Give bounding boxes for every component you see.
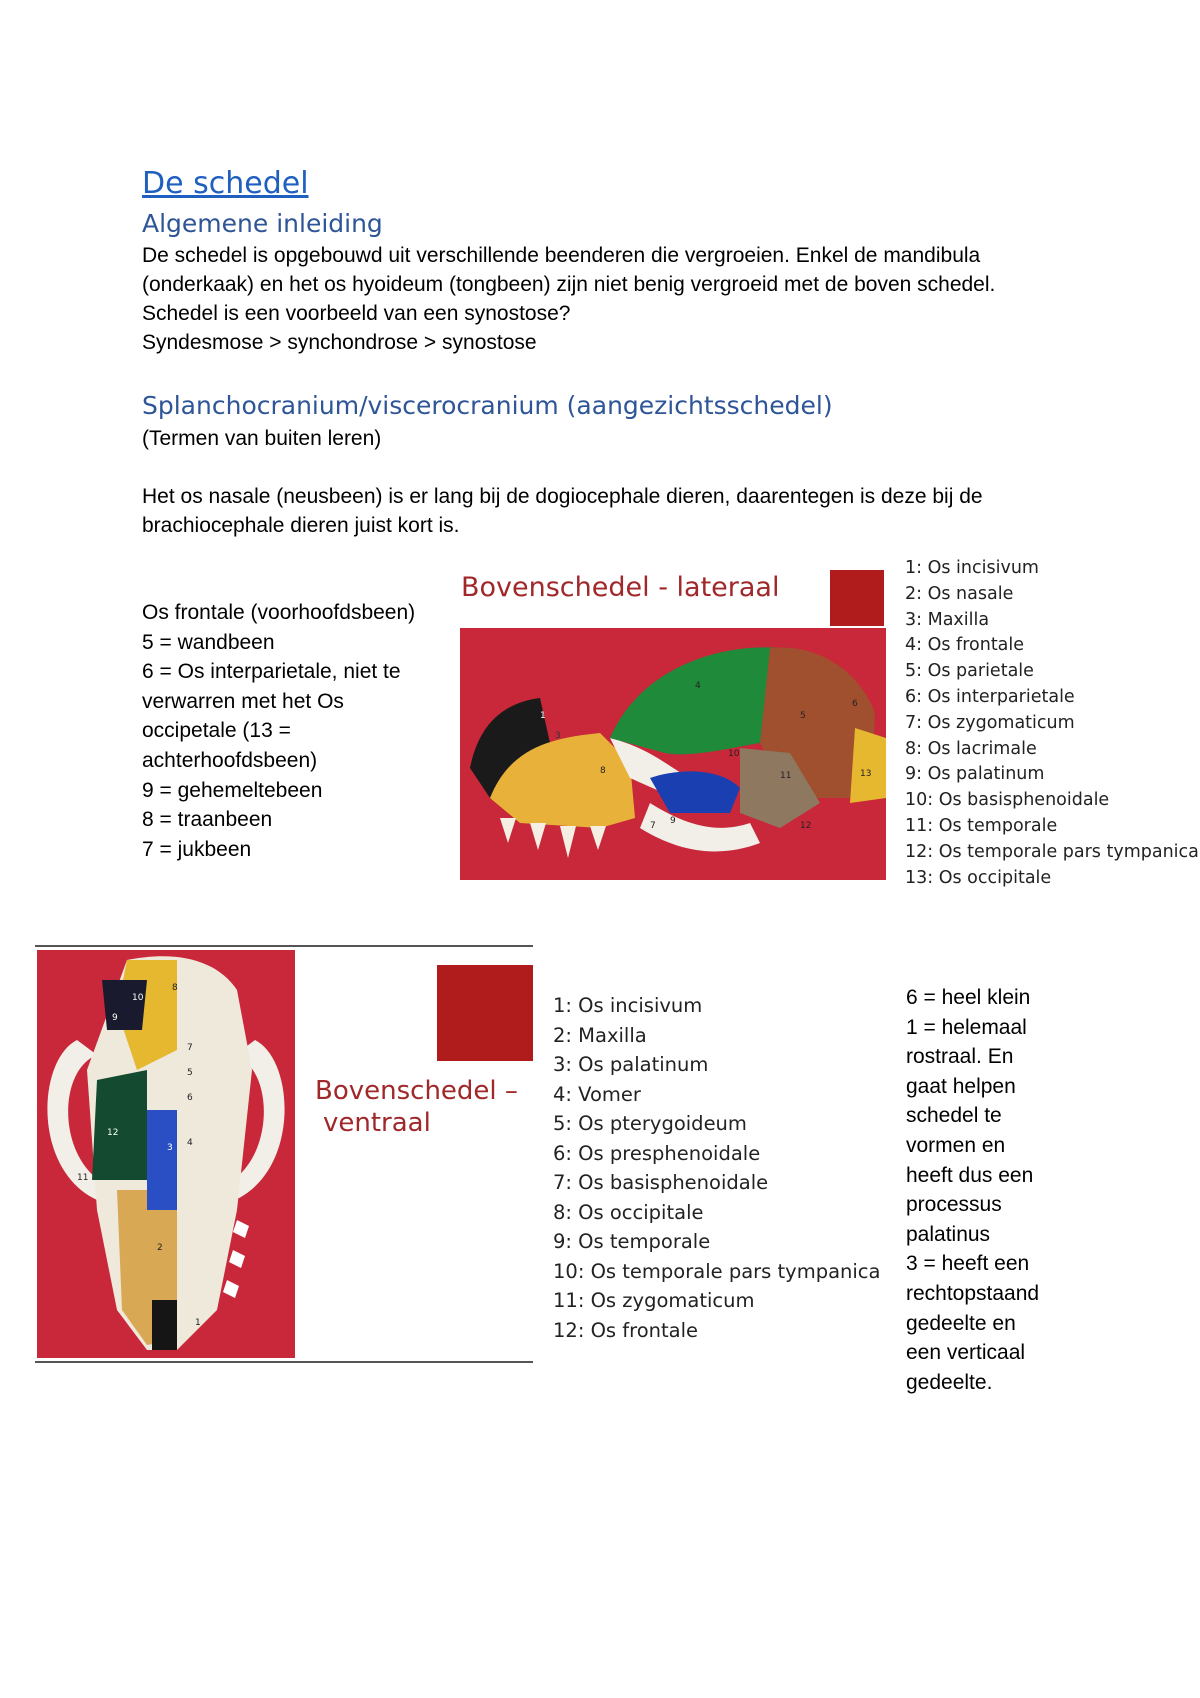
legend-item: 12: Os temporale pars tympanica	[905, 841, 1199, 862]
intro-line: Syndesmose > synchondrose > synostose	[142, 331, 537, 354]
nasale-line: Het os nasale (neusbeen) is er lang bij de dogiocephale dieren, daarentegen is deze bij de	[142, 485, 983, 508]
ventral-mark-1: 1	[195, 1318, 201, 1328]
lateral-mark-1: 1	[540, 711, 546, 721]
legend-item: 13: Os occipitale	[905, 867, 1052, 888]
note-line: gedeelte en	[906, 1311, 1016, 1335]
note-line: 9 = gehemeltebeen	[142, 778, 323, 802]
note-line: verwarren met het Os	[142, 689, 344, 713]
ventral-mark-10: 10	[132, 993, 144, 1003]
ventral-mark-7: 7	[187, 1043, 193, 1053]
ventral-mark-8: 8	[172, 983, 178, 993]
ventral-top-rule	[35, 945, 533, 947]
note-line: 7 = jukbeen	[142, 837, 252, 861]
note-line: 1 = helemaal	[906, 1015, 1027, 1039]
intro-line: (onderkaak) en het os hyoideum (tongbeen) zijn niet benig vergroeid met de boven schedel.	[142, 273, 996, 296]
legend-item: 6: Os interparietale	[905, 686, 1075, 707]
intro-line: Schedel is een voorbeeld van een synostose?	[142, 302, 571, 325]
legend-item: 11: Os temporale	[905, 815, 1058, 836]
legend-item: 11: Os zygomaticum	[553, 1289, 755, 1312]
nasale-paragraph	[142, 482, 1102, 540]
legend-item: 8: Os occipitale	[553, 1200, 704, 1224]
ventral-mark-11: 11	[77, 1173, 89, 1183]
lateral-figure-title: Bovenschedel - lateraal	[461, 572, 780, 603]
section-heading-algemene-inleiding: Algemene inleiding	[142, 209, 383, 238]
note-line: Os frontale (voorhoofdsbeen)	[142, 601, 416, 624]
legend-item: 4: Vomer	[553, 1082, 641, 1106]
note-line: 3 = heeft een	[906, 1252, 1030, 1276]
note-line: gedeelte.	[906, 1370, 993, 1394]
page-title: De schedel	[142, 166, 309, 201]
lateral-mark-6: 6	[852, 699, 858, 709]
legend-item: 9: Os temporale	[553, 1230, 711, 1253]
ventral-title-line: Bovenschedel –	[315, 1076, 518, 1106]
lateral-notes	[142, 598, 415, 864]
lateral-mark-5: 5	[800, 711, 806, 721]
ventral-legend	[553, 991, 880, 1345]
ventral-mark-3: 3	[167, 1143, 173, 1153]
ventral-mark-9: 9	[112, 1013, 118, 1023]
legend-item: 7: Os basisphenoidale	[553, 1171, 769, 1194]
note-line: rechtopstaand	[906, 1281, 1040, 1305]
legend-item: 4: Os frontale	[905, 635, 1025, 656]
lateral-mark-9: 9	[670, 816, 676, 826]
note-line: rostraal. En	[906, 1045, 1014, 1069]
legend-item: 3: Os palatinum	[553, 1053, 709, 1076]
note-line: gaat helpen	[906, 1074, 1016, 1098]
legend-item: 3: Maxilla	[905, 609, 990, 630]
legend-item: 5: Os pterygoideum	[553, 1112, 747, 1135]
note-line: 6 = Os interparietale, niet te	[142, 660, 401, 684]
note-line: 6 = heel klein	[906, 986, 1031, 1009]
legend-item: 12: Os frontale	[553, 1318, 699, 1342]
section-note: (Termen van buiten leren)	[142, 427, 382, 450]
note-line: schedel te	[906, 1104, 1002, 1128]
legend-item: 6: Os presphenoidale	[553, 1141, 761, 1165]
ventral-accent-block	[437, 965, 533, 1061]
lateral-mark-3: 3	[555, 731, 561, 741]
legend-item: 7: Os zygomaticum	[905, 712, 1075, 733]
lateral-accent-block	[830, 570, 884, 626]
ventral-mark-4: 4	[187, 1138, 193, 1148]
nasale-line: brachiocephale dieren juist kort is.	[142, 514, 460, 537]
legend-item: 1: Os incisivum	[553, 994, 703, 1017]
ventral-notes	[906, 983, 1039, 1397]
ventral-skull-image	[37, 950, 295, 1358]
intro-line: De schedel is opgebouwd uit verschillende beenderen die vergroeien. Enkel de mandibula	[142, 244, 981, 267]
ventral-mark-12: 12	[107, 1128, 119, 1138]
note-line: processus	[906, 1193, 1002, 1217]
ventral-bottom-rule	[35, 1361, 533, 1363]
legend-item: 10: Os temporale pars tympanica	[553, 1259, 881, 1283]
lateral-mark-7: 7	[650, 821, 656, 831]
ventral-mark-6: 6	[187, 1093, 193, 1103]
legend-item: 1: Os incisivum	[905, 558, 1039, 578]
note-line: vormen en	[906, 1133, 1006, 1157]
legend-item: 2: Os nasale	[905, 583, 1014, 604]
note-line: palatinus	[906, 1222, 991, 1246]
lateral-mark-4: 4	[695, 681, 701, 691]
ventral-title-line: ventraal	[323, 1108, 431, 1138]
intro-paragraph	[142, 241, 1102, 357]
ventral-mark-2: 2	[157, 1243, 163, 1253]
note-line: heeft dus een	[906, 1163, 1034, 1187]
lateral-legend	[905, 556, 1199, 891]
ventral-figure-title	[315, 1075, 518, 1139]
legend-item: 5: Os parietale	[905, 661, 1034, 682]
section-heading-splanchocranium: Splanchocranium/viscerocranium (aangezichtsschedel)	[142, 391, 833, 420]
lateral-mark-11: 11	[780, 771, 792, 781]
note-line: een verticaal	[906, 1341, 1026, 1365]
note-line: 8 = traanbeen	[142, 808, 273, 832]
legend-item: 2: Maxilla	[553, 1023, 647, 1047]
lateral-mark-12: 12	[800, 821, 812, 831]
lateral-mark-8: 8	[600, 766, 606, 776]
note-line: 5 = wandbeen	[142, 630, 275, 654]
ventral-mark-5: 5	[187, 1068, 193, 1078]
note-line: achterhoofdsbeen)	[142, 748, 318, 772]
note-line: occipetale (13 =	[142, 719, 291, 743]
lateral-mark-13: 13	[860, 769, 872, 779]
lateral-mark-10: 10	[728, 749, 740, 759]
legend-item: 8: Os lacrimale	[905, 738, 1037, 759]
legend-item: 9: Os palatinum	[905, 764, 1045, 785]
lateral-skull-image	[460, 628, 886, 880]
legend-item: 10: Os basisphenoidale	[905, 790, 1110, 811]
